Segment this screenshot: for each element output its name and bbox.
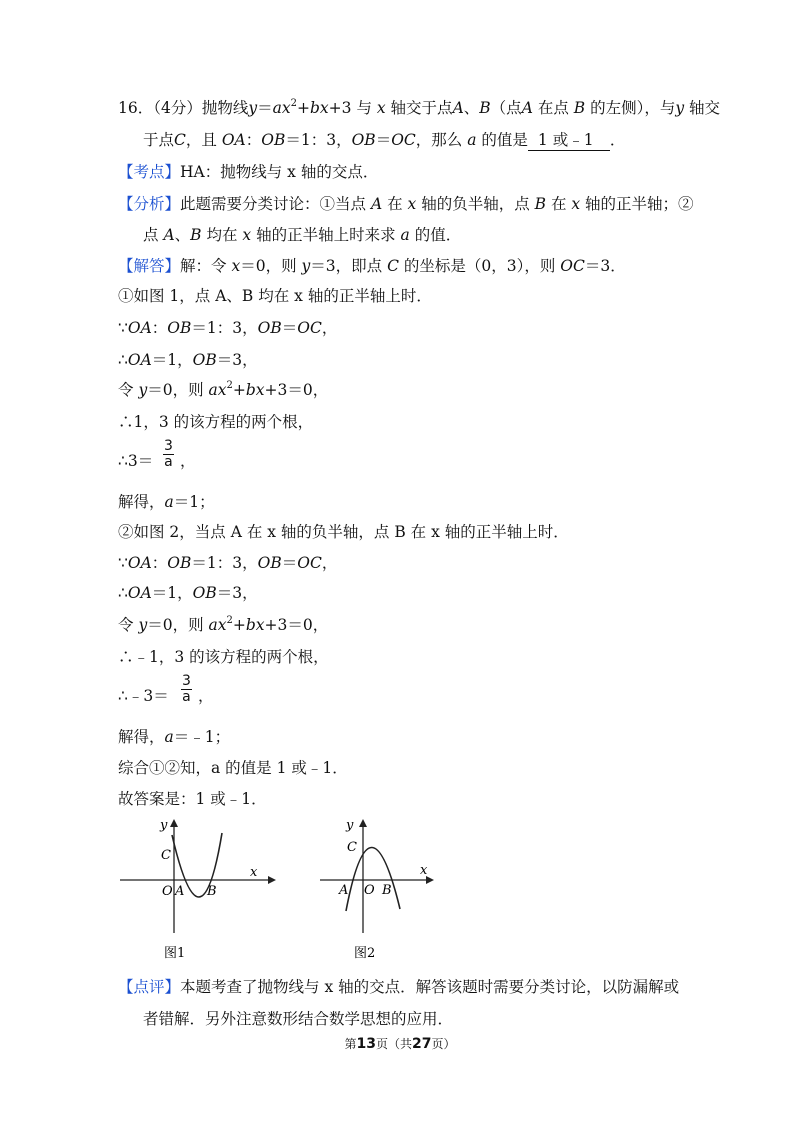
- text: 轴交于点: [385, 99, 453, 117]
- case2-roots: [118, 647, 329, 667]
- text: 均在: [201, 226, 243, 244]
- label-a: A: [339, 883, 349, 898]
- point-c: C: [174, 131, 186, 149]
- answer-blank: 1 或﹣1: [528, 130, 610, 151]
- text: ，那么: [415, 131, 468, 149]
- therefore-symbol: ∴: [118, 687, 128, 705]
- seg-oc: OC: [391, 131, 416, 149]
- label-b: B: [207, 884, 217, 899]
- denominator: a: [164, 454, 173, 470]
- question-number: 16．（4分）抛物线: [118, 99, 249, 117]
- var-bx: bx: [309, 99, 329, 117]
- point-a: A: [452, 99, 464, 117]
- seg-oc: OC: [297, 319, 322, 337]
- seg-ob: OB: [351, 131, 376, 149]
- label-y: y: [160, 818, 168, 833]
- page-footer: [0, 1036, 800, 1052]
- text: 页（共: [375, 1037, 412, 1051]
- var-ax: ax: [208, 381, 227, 399]
- var-x: x: [407, 195, 417, 213]
- seg-ob: OB: [257, 319, 282, 337]
- text: 轴交: [684, 99, 721, 117]
- case-2-heading: ②如图 2，当点 A 在 x 轴的负半轴，点 B 在 x 轴的正半轴上时．: [118, 523, 569, 541]
- plus-sign: +: [232, 381, 246, 399]
- var-y: y: [248, 99, 258, 117]
- label-x: x: [420, 863, 428, 878]
- text: ＝3，: [216, 584, 258, 602]
- jieda-line-1: [118, 256, 626, 276]
- final-answer: 故答案是：1 或﹣1．: [118, 790, 267, 808]
- text: 、: [174, 226, 191, 244]
- exponent: 2: [290, 97, 297, 109]
- text: 在点: [532, 99, 574, 117]
- var-y: y: [675, 99, 685, 117]
- case2-lengths: [118, 583, 258, 603]
- seg-oa: OA: [127, 554, 152, 572]
- text: ＝1；: [173, 493, 215, 511]
- text: 1，3 的该方程的两个根，: [133, 413, 314, 431]
- text: 此题需要分类讨论：①当点: [180, 195, 371, 213]
- fraction-3-over-a: [163, 439, 174, 470]
- text: 轴的正半轴上时来求: [251, 226, 401, 244]
- text: 解得，: [118, 728, 165, 746]
- case1-result: [118, 492, 215, 512]
- text: ，: [321, 319, 338, 337]
- text: ，且: [185, 131, 222, 149]
- figure-2-caption: 图2: [354, 946, 376, 961]
- because-symbol: ∵: [118, 319, 128, 337]
- var-a: a: [467, 131, 477, 149]
- text: ＝﹣1；: [173, 728, 231, 746]
- label-a: A: [175, 884, 185, 899]
- text: 轴的负半轴，点: [416, 195, 535, 213]
- text: ＝3，即点: [310, 257, 388, 275]
- case1-roots: [118, 412, 313, 432]
- text: 点: [143, 226, 164, 244]
- case2-product: [118, 686, 169, 706]
- point-b: B: [190, 226, 202, 244]
- text: 与: [351, 99, 377, 117]
- kaodian-line: [118, 162, 378, 182]
- text: 令: [118, 381, 139, 399]
- therefore-symbol: ∴: [118, 584, 128, 602]
- var-ax: ax: [208, 616, 227, 634]
- therefore-symbol: ∴: [118, 648, 134, 666]
- text: ＝0，则: [147, 381, 209, 399]
- var-a: a: [164, 493, 174, 511]
- therefore-symbol: ∴: [118, 452, 128, 470]
- total-pages: 27: [412, 1036, 432, 1052]
- page-number: 13: [356, 1036, 376, 1052]
- numerator: 3: [182, 673, 191, 689]
- var-a: a: [164, 728, 174, 746]
- text: ﹣1，3 的该方程的两个根，: [133, 648, 329, 666]
- conclusion: 综合①②知，a 的值是 1 或﹣1．: [118, 759, 348, 777]
- text: 页）: [431, 1037, 456, 1051]
- text: 轴的正半轴；②: [580, 195, 694, 213]
- text: 3＝: [127, 452, 154, 470]
- text: 解得，: [118, 493, 165, 511]
- text: ＝3．: [584, 257, 626, 275]
- text: 解：令: [180, 257, 232, 275]
- seg-ob: OB: [257, 554, 282, 572]
- var-x: x: [376, 99, 386, 117]
- seg-ob: OB: [167, 554, 192, 572]
- dianping-line-2: 者错解．另外注意数形结合数学思想的应用．: [143, 1010, 454, 1028]
- because-symbol: ∵: [118, 554, 128, 572]
- text: 在: [546, 195, 572, 213]
- exponent: 2: [226, 614, 233, 626]
- text: 在: [382, 195, 408, 213]
- question-line-2: [143, 130, 625, 151]
- point-b: B: [534, 195, 547, 213]
- text: 、: [463, 99, 480, 117]
- denominator: a: [182, 689, 191, 705]
- text: 于点: [143, 131, 175, 149]
- seg-ob: OB: [192, 584, 217, 602]
- var-bx: bx: [245, 616, 265, 634]
- seg-oc: OC: [297, 554, 322, 572]
- therefore-symbol: ∴: [118, 351, 128, 369]
- var-x: x: [571, 195, 581, 213]
- seg-oc: OC: [560, 257, 585, 275]
- text: ＝1，: [151, 351, 193, 369]
- text: ．: [609, 131, 626, 149]
- text: 第: [344, 1037, 357, 1051]
- text: ：: [151, 319, 168, 337]
- dianping-tag: 【点评】: [118, 978, 181, 996]
- text: ＝0，则: [240, 257, 302, 275]
- figure-2: [318, 815, 448, 965]
- kaodian-text: HA：抛物线与 x 轴的交点．: [180, 163, 379, 181]
- label-c: C: [161, 848, 171, 863]
- var-bx: bx: [245, 381, 265, 399]
- text: （点: [490, 99, 522, 117]
- text: ＝1，: [151, 584, 193, 602]
- case1-lengths: [118, 350, 258, 370]
- kaodian-tag: 【考点】: [118, 163, 181, 181]
- therefore-symbol: ∴: [118, 413, 134, 431]
- seg-oa: OA: [127, 584, 152, 602]
- point-c: C: [387, 257, 399, 275]
- plus-three: +3: [328, 99, 352, 117]
- text: ＝1：3，: [191, 554, 258, 572]
- numerator: 3: [164, 438, 173, 454]
- label-y: y: [346, 818, 354, 833]
- x-axis-arrow: [268, 876, 276, 884]
- case1-given: [118, 318, 337, 338]
- var-y: y: [301, 257, 311, 275]
- var-x: x: [242, 226, 252, 244]
- text: 令: [118, 616, 139, 634]
- text: 的坐标是（0，3），则: [398, 257, 561, 275]
- point-b: B: [573, 99, 586, 117]
- fenxi-line-2: [143, 225, 461, 245]
- seg-ob: OB: [167, 319, 192, 337]
- var-y: y: [138, 381, 148, 399]
- text: +3＝0，: [264, 616, 329, 634]
- var-ax: ax: [272, 99, 291, 117]
- point-a: A: [370, 195, 383, 213]
- y-axis-arrow: [359, 819, 367, 827]
- text: ：: [245, 131, 262, 149]
- seg-oa: OA: [221, 131, 246, 149]
- text: ＝: [375, 131, 392, 149]
- jieda-tag: 【解答】: [118, 257, 181, 275]
- text: ，: [198, 687, 214, 705]
- label-c: C: [347, 840, 357, 855]
- case2-result: [118, 727, 230, 747]
- text: 的值．: [409, 226, 462, 244]
- var-a: a: [400, 226, 410, 244]
- text: ，: [180, 452, 196, 470]
- label-o: O: [364, 883, 375, 898]
- question-line-1: [118, 98, 720, 118]
- label-x: x: [250, 865, 258, 880]
- figure-1-caption: 图1: [164, 946, 186, 961]
- dianping-line-1: [118, 977, 679, 997]
- parabola-curve: [346, 847, 400, 911]
- plus-sign: +: [296, 99, 310, 117]
- point-b: B: [479, 99, 491, 117]
- dianping-text-1: 本题考查了抛物线与 x 轴的交点．解答该题时需要分类讨论，以防漏解或: [180, 978, 680, 996]
- point-a: A: [521, 99, 533, 117]
- fenxi-line-1: [118, 194, 694, 214]
- text: ，: [321, 554, 338, 572]
- text: 的值是: [476, 131, 528, 149]
- label-b: B: [382, 883, 392, 898]
- seg-oa: OA: [127, 351, 152, 369]
- var-x: x: [231, 257, 241, 275]
- case-1-heading: ①如图 1，点 A、B 均在 x 轴的正半轴上时．: [118, 287, 432, 305]
- case1-product: [118, 451, 153, 471]
- text: ＝1：3，: [191, 319, 258, 337]
- case2-equation: [118, 615, 328, 635]
- var-y: y: [138, 616, 148, 634]
- point-a: A: [163, 226, 175, 244]
- y-axis-arrow: [170, 819, 178, 827]
- case2-given: [118, 553, 337, 573]
- label-o: O: [162, 884, 173, 899]
- seg-oa: OA: [127, 319, 152, 337]
- text: ＝0，则: [147, 616, 209, 634]
- seg-ob: OB: [261, 131, 286, 149]
- text: ：: [151, 554, 168, 572]
- seg-ob: OB: [192, 351, 217, 369]
- fraction-3-over-a: [181, 674, 192, 705]
- eq-sign: ＝: [257, 99, 273, 117]
- text: +3＝0，: [264, 381, 329, 399]
- case1-equation: [118, 380, 328, 400]
- text: ＝: [281, 554, 298, 572]
- plus-sign: +: [232, 616, 246, 634]
- text: ＝: [281, 319, 298, 337]
- text: 的左侧），与: [585, 99, 676, 117]
- figure-1: [118, 815, 278, 965]
- exponent: 2: [226, 379, 233, 391]
- text: ＝1：3，: [285, 131, 352, 149]
- text: ＝3，: [216, 351, 258, 369]
- fenxi-tag: 【分析】: [118, 195, 181, 213]
- text: ﹣3＝: [127, 687, 169, 705]
